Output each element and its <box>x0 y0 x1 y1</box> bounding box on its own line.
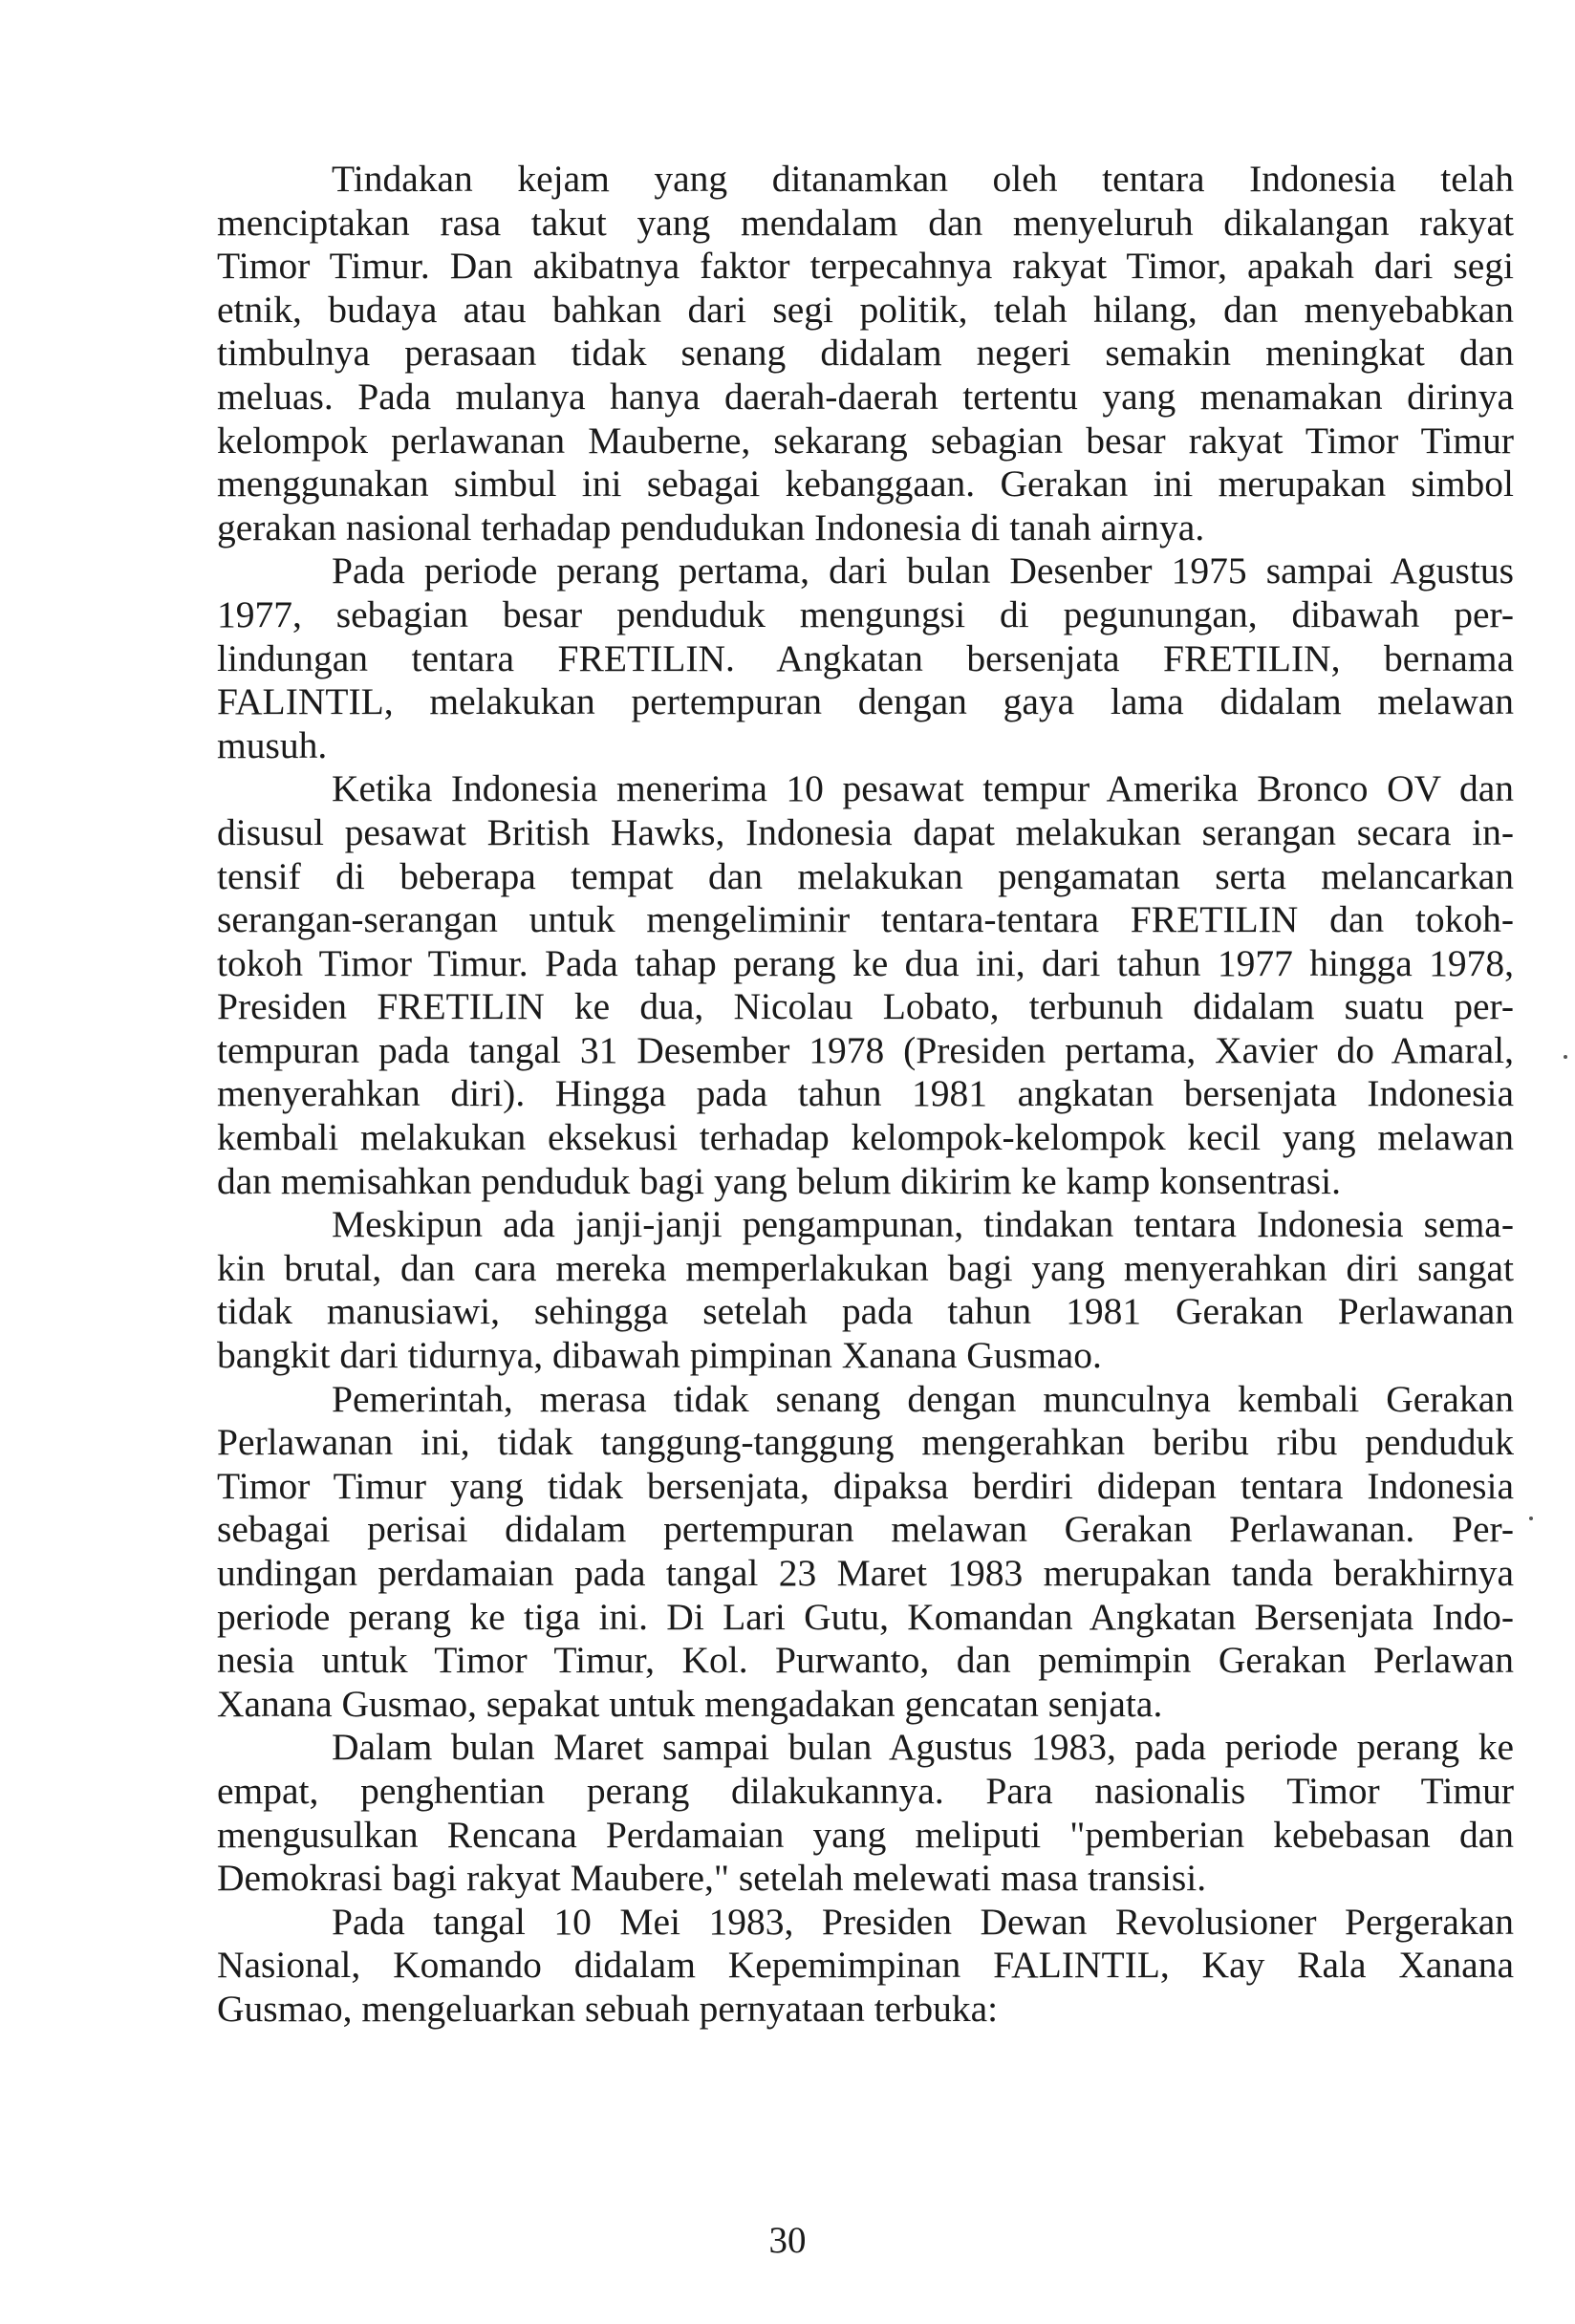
text-line: undingan perdamaian pada tangal 23 Maret 1983 merupakan tanda berakhirnya <box>217 1552 1514 1594</box>
text-line: kelompok perlawanan Mauberne, sekarang sebagian besar rakyat Timor Timur <box>217 419 1514 462</box>
text-line: tensif di beberapa tempat dan melakukan pengamatan serta melancarkan <box>217 854 1514 897</box>
text-line: lindungan tentara FRETILIN. Angkatan bersenjata FRETILIN, bernama <box>217 636 1514 679</box>
text-line: kin brutal, dan cara mereka memperlakukan bagi yang menyerahkan diri sangat <box>217 1246 1514 1289</box>
page-number: 30 <box>768 2220 807 2261</box>
text-line: mengusulkan Rencana Perdamaian yang meliputi "pemberian kebebasan dan <box>217 1813 1514 1856</box>
paragraph <box>217 1378 1514 1727</box>
paragraph <box>217 1901 1514 2032</box>
text-line: etnik, budaya atau bahkan dari segi politik, telah hilang, dan menyebabkan <box>217 288 1514 331</box>
text-line: 1977, sebagian besar penduduk mengungsi di pegunungan, dibawah per- <box>217 592 1514 635</box>
paragraph <box>217 1203 1514 1377</box>
text-line: gerakan nasional terhadap pendudukan Indonesia di tanah airnya. <box>217 506 1205 549</box>
text-line: empat, penghentian perang dilakukannya. Para nasionalis Timor Timur <box>217 1769 1514 1812</box>
text-line: Timor Timur yang tidak bersenjata, dipaksa berdiri didepan tentara Indonesia <box>217 1464 1514 1507</box>
text-line: Demokrasi bagi rakyat Maubere," setelah melewati masa transisi. <box>217 1857 1207 1900</box>
paragraph <box>217 1726 1514 1900</box>
text-line: disusul pesawat British Hawks, Indonesia dapat melakukan serangan secara in- <box>217 810 1514 853</box>
text-line: sebagai perisai didalam pertempuran melawan Gerakan Perlawanan. Per- <box>217 1508 1514 1551</box>
text-line: serangan-serangan untuk mengeliminir tentara-tentara FRETILIN dan tokoh- <box>217 898 1514 941</box>
text-line: periode perang ke tiga ini. Di Lari Gutu, Komandan Angkatan Bersenjata Indo- <box>217 1595 1514 1638</box>
text-line: Meskipun ada janji-janji pengampunan, tindakan tentara Indonesia sema- <box>332 1203 1514 1246</box>
text-line: Gusmao, mengeluarkan sebuah pernyataan terbuka: <box>217 1987 999 2030</box>
text-line: FALINTIL, melakukan pertempuran dengan gaya lama didalam melawan <box>217 680 1514 723</box>
paragraph <box>217 549 1514 767</box>
paragraph <box>217 158 1514 549</box>
text-line: Tindakan kejam yang ditanamkan oleh tentara Indonesia telah <box>332 158 1514 200</box>
text-line: timbulnya perasaan tidak senang didalam negeri semakin meningkat dan <box>217 332 1514 375</box>
text-line: Xanana Gusmao, sepakat untuk mengadakan gencatan senjata. <box>217 1682 1163 1725</box>
text-line: tidak manusiawi, sehingga setelah pada tahun 1981 Gerakan Perlawanan <box>217 1290 1514 1333</box>
text-line: musuh. <box>217 723 328 766</box>
text-line: dan memisahkan penduduk bagi yang belum dikirim ke kamp konsentrasi. <box>217 1159 1341 1202</box>
text-line: kembali melakukan eksekusi terhadap kelompok-kelompok kecil yang melawan <box>217 1116 1514 1159</box>
scan-speck <box>1529 1517 1533 1520</box>
text-line: Nasional, Komando didalam Kepemimpinan FALINTIL, Kay Rala Xanana <box>217 1944 1514 1987</box>
text-line: Perlawanan ini, tidak tanggung-tanggung mengerahkan beribu ribu penduduk <box>217 1421 1514 1464</box>
text-line: menyerahkan diri). Hingga pada tahun 1981 angkatan bersenjata Indonesia <box>217 1072 1514 1115</box>
text-line: Pada tangal 10 Mei 1983, Presiden Dewan Revolusioner Pergerakan <box>332 1900 1514 1943</box>
text-line: Timor Timur. Dan akibatnya faktor terpecahnya rakyat Timor, apakah dari segi <box>217 245 1514 288</box>
paragraph <box>217 767 1514 1203</box>
text-line: tokoh Timor Timur. Pada tahap perang ke dua ini, dari tahun 1977 hingga 1978, <box>217 941 1514 984</box>
text-line: Ketika Indonesia menerima 10 pesawat tempur Amerika Bronco OV dan <box>332 767 1514 810</box>
scan-speck <box>1564 1055 1567 1059</box>
text-line: Pada periode perang pertama, dari bulan Desenber 1975 sampai Agustus <box>332 549 1514 592</box>
text-line: menciptakan rasa takut yang mendalam dan menyeluruh dikalangan rakyat <box>217 201 1514 244</box>
text-line: Pemerintah, merasa tidak senang dengan munculnya kembali Gerakan <box>332 1377 1514 1420</box>
text-line: menggunakan simbul ini sebagai kebanggaan. Gerakan ini merupakan simbol <box>217 463 1514 506</box>
text-line: tempuran pada tangal 31 Desember 1978 (Presiden pertama, Xavier do Amaral, <box>217 1028 1514 1071</box>
text-line: nesia untuk Timor Timur, Kol. Purwanto, dan pemimpin Gerakan Perlawan <box>217 1639 1514 1682</box>
text-line: bangkit dari tidurnya, dibawah pimpinan Xanana Gusmao. <box>217 1334 1102 1377</box>
text-line: Dalam bulan Maret sampai bulan Agustus 1983, pada periode perang ke <box>332 1726 1514 1769</box>
text-line: meluas. Pada mulanya hanya daerah-daerah tertentu yang menamakan dirinya <box>217 375 1514 418</box>
text-line: Presiden FRETILIN ke dua, Nicolau Lobato, terbunuh didalam suatu per- <box>217 985 1514 1028</box>
body-text <box>217 158 1514 2032</box>
